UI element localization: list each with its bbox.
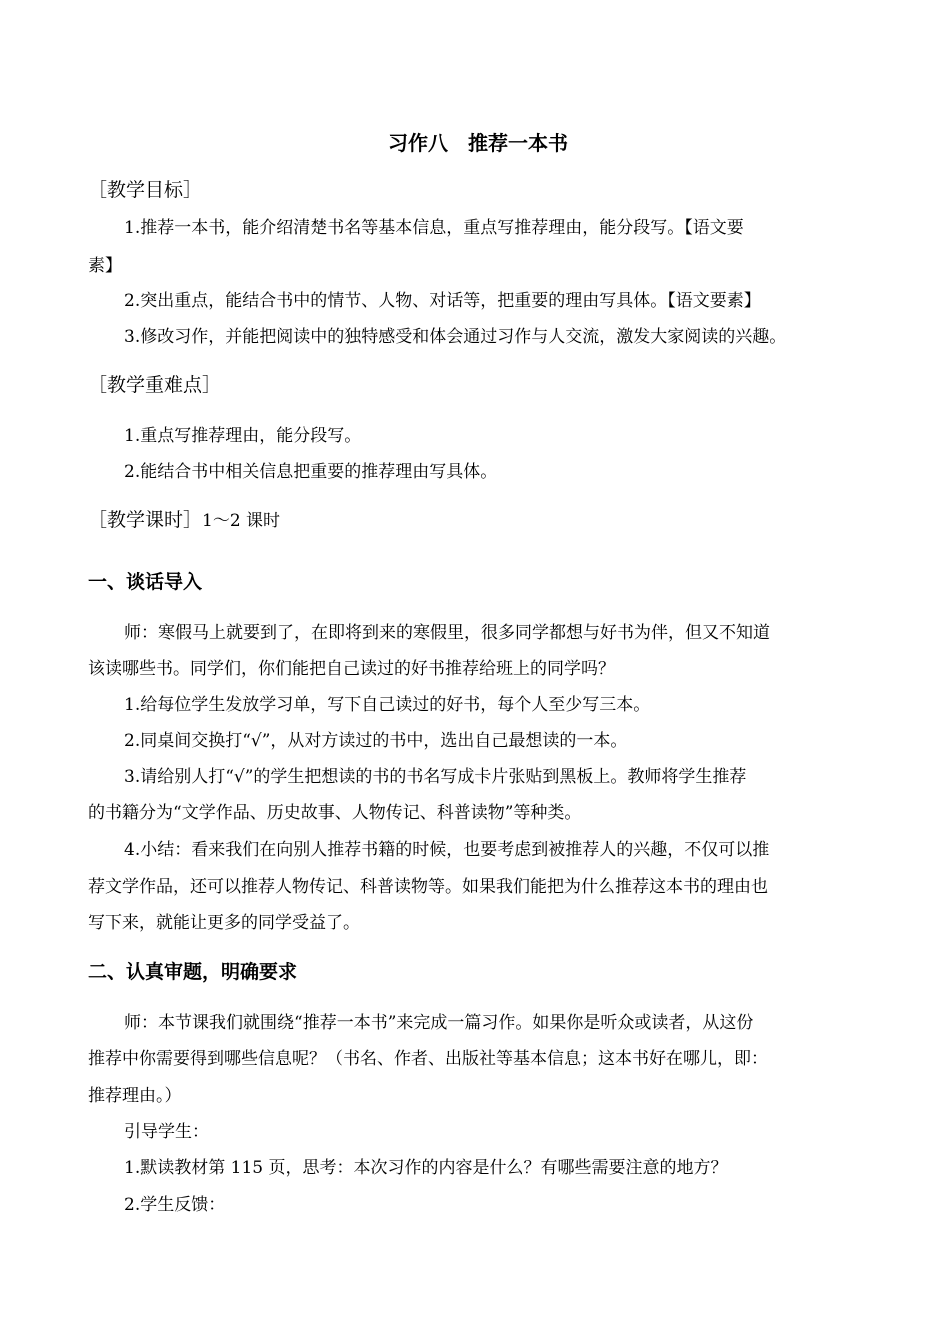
paragraph-line: 1.默读教材第 115 页，思考：本次习作的内容是什么？有哪些需要注意的地方？ — [124, 1158, 728, 1178]
paragraph-line: 该读哪些书。同学们，你们能把自己读过的好书推荐给班上的同学吗？ — [88, 659, 615, 679]
paragraph-line: 荐文学作品，还可以推荐人物传记、科普读物等。如果我们能把为什么推荐这本书的理由也 — [88, 877, 768, 897]
objective-item: 1.推荐一本书，能介绍清楚书名等基本信息，重点写推荐理由，能分段写。【语文要 — [124, 218, 744, 238]
paragraph-line: 2.同桌间交换打“√”，从对方读过的书中，选出自己最想读的一本。 — [124, 731, 628, 751]
paragraph-line: 写下来，就能让更多的同学受益了。 — [88, 913, 360, 933]
paragraph-line: 推荐理由。） — [88, 1086, 182, 1106]
paragraph-line: 的书籍分为“文学作品、历史故事、人物传记、科普读物”等种类。 — [88, 803, 582, 823]
section-heading-requirements: 二、认真审题，明确要求 — [88, 961, 298, 983]
objective-item: 3.修改习作，并能把阅读中的独特感受和体会通过习作与人交流，激发大家阅读的兴趣。 — [124, 327, 787, 347]
key-points-heading: ［教学重难点］ — [88, 374, 222, 396]
key-point-item: 1.重点写推荐理由，能分段写。 — [124, 426, 362, 446]
paragraph-line: 3.请给别人打“√”的学生把想读的书的书名写成卡片张贴到黑板上。教师将学生推荐 — [124, 767, 747, 787]
objective-item-continued: 素】 — [88, 256, 122, 276]
paragraph-line: 引导学生： — [124, 1122, 209, 1142]
paragraph-line: 推荐中你需要得到哪些信息呢？（书名、作者、出版社等基本信息；这本书好在哪儿，即： — [88, 1049, 768, 1069]
paragraph-line: 4.小结：看来我们在向别人推荐书籍的时候，也要考虑到被推荐人的兴趣，不仅可以推 — [124, 840, 770, 860]
key-point-item: 2.能结合书中相关信息把重要的推荐理由写具体。 — [124, 462, 498, 482]
paragraph-line: 师：本节课我们就围绕“推荐一本书”来完成一篇习作。如果你是听众或读者，从这份 — [124, 1013, 754, 1033]
class-hours-label: ［教学课时］ — [88, 509, 203, 531]
section-heading-intro: 一、谈话导入 — [88, 571, 203, 593]
objectives-heading: ［教学目标］ — [88, 179, 203, 201]
paragraph-line: 师：寒假马上就要到了，在即将到来的寒假里，很多同学都想与好书为伴，但又不知道 — [124, 623, 770, 643]
class-hours-heading — [88, 506, 280, 535]
objective-item: 2.突出重点，能结合书中的情节、人物、对话等，把重要的理由写具体。【语文要素】 — [124, 291, 761, 311]
page-title: 习作八 推荐一本书 — [388, 131, 568, 155]
paragraph-line: 1.给每位学生发放学习单，写下自己读过的好书，每个人至少写三本。 — [124, 695, 651, 715]
class-hours-value: 1～2 课时 — [202, 511, 281, 531]
paragraph-line: 2.学生反馈： — [124, 1195, 226, 1215]
